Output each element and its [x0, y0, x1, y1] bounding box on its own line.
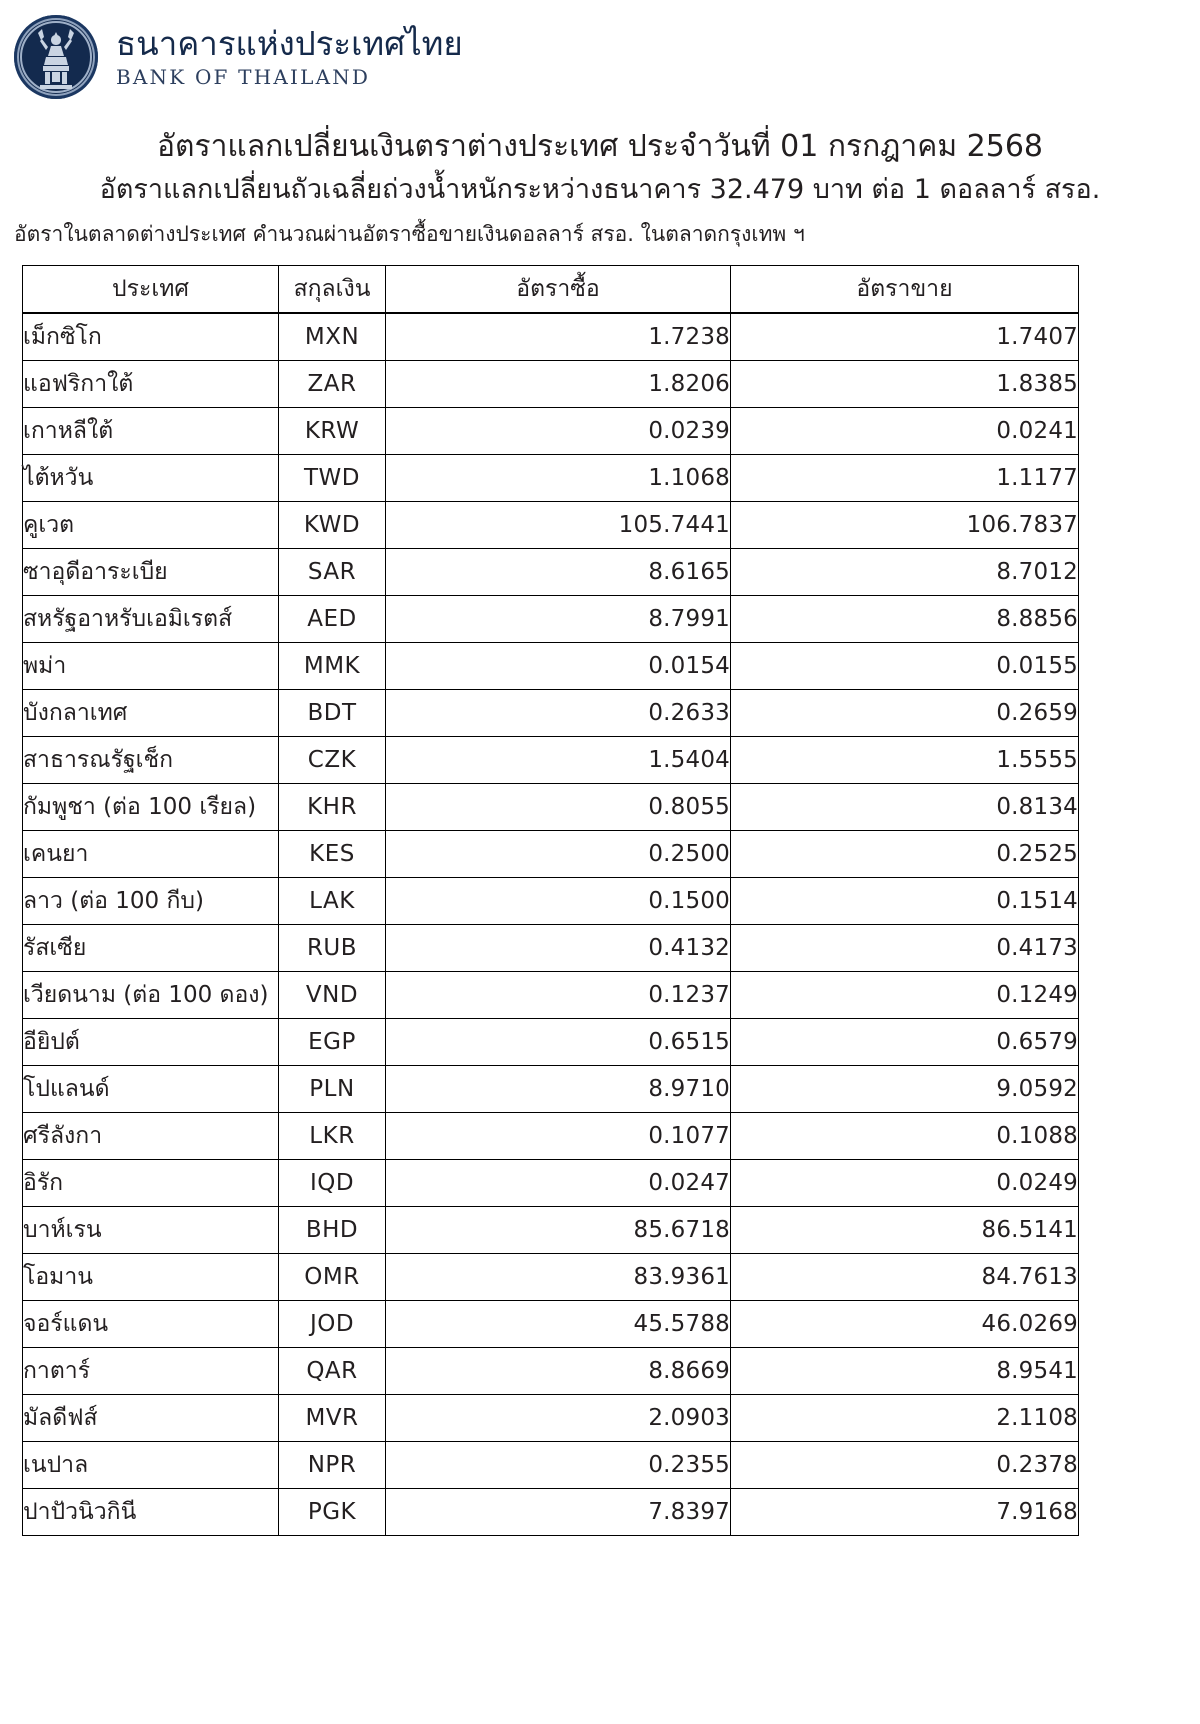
cell-country: ไต้หวัน — [23, 454, 279, 501]
cell-buying-rate: 105.7441 — [386, 501, 731, 548]
cell-selling-rate: 106.7837 — [731, 501, 1079, 548]
cell-selling-rate: 7.9168 — [731, 1488, 1079, 1535]
org-name-thai: ธนาคารแห่งประเทศไทย — [116, 24, 463, 63]
cell-selling-rate: 8.9541 — [731, 1347, 1079, 1394]
cell-selling-rate: 0.4173 — [731, 924, 1079, 971]
cell-country: อิรัก — [23, 1159, 279, 1206]
cell-currency-code: MVR — [279, 1394, 386, 1441]
cell-currency-code: BHD — [279, 1206, 386, 1253]
cell-buying-rate: 8.6165 — [386, 548, 731, 595]
cell-country: บาห์เรน — [23, 1206, 279, 1253]
cell-buying-rate: 7.8397 — [386, 1488, 731, 1535]
cell-buying-rate: 0.4132 — [386, 924, 731, 971]
table-row — [23, 1065, 1079, 1112]
cell-selling-rate: 0.8134 — [731, 783, 1079, 830]
cell-selling-rate: 0.0241 — [731, 407, 1079, 454]
cell-currency-code: KRW — [279, 407, 386, 454]
table-row — [23, 1300, 1079, 1347]
cell-buying-rate: 83.9361 — [386, 1253, 731, 1300]
table-row — [23, 877, 1079, 924]
cell-country: เคนยา — [23, 830, 279, 877]
table-row — [23, 313, 1079, 360]
cell-selling-rate: 0.0155 — [731, 642, 1079, 689]
cell-buying-rate: 1.7238 — [386, 313, 731, 360]
cell-country: เนปาล — [23, 1441, 279, 1488]
cell-buying-rate: 1.8206 — [386, 360, 731, 407]
table-row — [23, 1112, 1079, 1159]
cell-currency-code: KES — [279, 830, 386, 877]
cell-country: โปแลนด์ — [23, 1065, 279, 1112]
cell-selling-rate: 9.0592 — [731, 1065, 1079, 1112]
cell-currency-code: JOD — [279, 1300, 386, 1347]
cell-country: กาตาร์ — [23, 1347, 279, 1394]
cell-buying-rate: 0.1500 — [386, 877, 731, 924]
page-subtitle: อัตราแลกเปลี่ยนถัวเฉลี่ยถ่วงน้ำหนักระหว่างธนาคาร 32.479 บาท ต่อ 1 ดอลลาร์ สรอ. — [99, 174, 1101, 206]
cell-buying-rate: 85.6718 — [386, 1206, 731, 1253]
table-row — [23, 1347, 1079, 1394]
cell-currency-code: KWD — [279, 501, 386, 548]
table-row — [23, 642, 1079, 689]
cell-country: บังกลาเทศ — [23, 689, 279, 736]
cell-country: เกาหลีใต้ — [23, 407, 279, 454]
cell-buying-rate: 0.6515 — [386, 1018, 731, 1065]
cell-currency-code: ZAR — [279, 360, 386, 407]
cell-buying-rate: 45.5788 — [386, 1300, 731, 1347]
cell-currency-code: LKR — [279, 1112, 386, 1159]
cell-selling-rate: 0.1514 — [731, 877, 1079, 924]
table-row — [23, 1441, 1079, 1488]
exchange-rate-table — [22, 265, 1079, 1536]
seal-deity-figure — [33, 27, 79, 91]
cell-currency-code: QAR — [279, 1347, 386, 1394]
cell-buying-rate: 2.0903 — [386, 1394, 731, 1441]
cell-buying-rate: 0.1077 — [386, 1112, 731, 1159]
table-row — [23, 736, 1079, 783]
table-row — [23, 360, 1079, 407]
table-header-row — [23, 265, 1079, 313]
cell-selling-rate: 86.5141 — [731, 1206, 1079, 1253]
cell-selling-rate: 0.2378 — [731, 1441, 1079, 1488]
cell-currency-code: PGK — [279, 1488, 386, 1535]
bot-seal-icon — [14, 15, 98, 99]
cell-currency-code: KHR — [279, 783, 386, 830]
table-row — [23, 830, 1079, 877]
cell-currency-code: VND — [279, 971, 386, 1018]
cell-buying-rate: 0.0154 — [386, 642, 731, 689]
cell-currency-code: RUB — [279, 924, 386, 971]
cell-currency-code: EGP — [279, 1018, 386, 1065]
cell-country: อียิปต์ — [23, 1018, 279, 1065]
cell-country: รัสเซีย — [23, 924, 279, 971]
cell-selling-rate: 0.6579 — [731, 1018, 1079, 1065]
table-row — [23, 1206, 1079, 1253]
cell-buying-rate: 0.0239 — [386, 407, 731, 454]
table-body — [23, 313, 1079, 1535]
cell-selling-rate: 1.1177 — [731, 454, 1079, 501]
cell-buying-rate: 0.2355 — [386, 1441, 731, 1488]
cell-country: ลาว (ต่อ 100 กีบ) — [23, 877, 279, 924]
cell-country: ซาอุดีอาระเบีย — [23, 548, 279, 595]
page-title: อัตราแลกเปลี่ยนเงินตราต่างประเทศ ประจำวันที่ 01 กรกฎาคม 2568 — [156, 129, 1044, 164]
table-row — [23, 1394, 1079, 1441]
cell-selling-rate: 0.2659 — [731, 689, 1079, 736]
cell-country: สาธารณรัฐเช็ก — [23, 736, 279, 783]
table-row — [23, 1018, 1079, 1065]
cell-country: จอร์แดน — [23, 1300, 279, 1347]
cell-country: ศรีลังกา — [23, 1112, 279, 1159]
cell-buying-rate: 1.5404 — [386, 736, 731, 783]
table-header — [23, 265, 1079, 313]
table-row — [23, 548, 1079, 595]
cell-selling-rate: 1.5555 — [731, 736, 1079, 783]
table-row — [23, 407, 1079, 454]
cell-currency-code: BDT — [279, 689, 386, 736]
table-row — [23, 971, 1079, 1018]
exchange-rate-table-wrapper — [22, 265, 1078, 1536]
cell-country: มัลดีฟส์ — [23, 1394, 279, 1441]
cell-country: โอมาน — [23, 1253, 279, 1300]
cell-selling-rate: 46.0269 — [731, 1300, 1079, 1347]
cell-selling-rate: 0.2525 — [731, 830, 1079, 877]
table-row — [23, 1159, 1079, 1206]
cell-buying-rate: 0.0247 — [386, 1159, 731, 1206]
title-block — [0, 128, 1200, 249]
column-header-buying-rate: อัตราซื้อ — [386, 265, 731, 313]
table-row — [23, 924, 1079, 971]
column-header-country: ประเทศ — [23, 265, 279, 313]
table-row — [23, 454, 1079, 501]
cell-currency-code: NPR — [279, 1441, 386, 1488]
cell-currency-code: LAK — [279, 877, 386, 924]
table-row — [23, 783, 1079, 830]
cell-country: พม่า — [23, 642, 279, 689]
table-row — [23, 501, 1079, 548]
cell-selling-rate: 1.8385 — [731, 360, 1079, 407]
table-row — [23, 595, 1079, 642]
cell-buying-rate: 8.7991 — [386, 595, 731, 642]
cell-country: แอฟริกาใต้ — [23, 360, 279, 407]
cell-selling-rate: 84.7613 — [731, 1253, 1079, 1300]
brand-text — [116, 24, 463, 89]
column-header-currency: สกุลเงิน — [279, 265, 386, 313]
cell-buying-rate: 1.1068 — [386, 454, 731, 501]
cell-currency-code: CZK — [279, 736, 386, 783]
table-row — [23, 1253, 1079, 1300]
cell-buying-rate: 0.2500 — [386, 830, 731, 877]
cell-country: เม็กซิโก — [23, 313, 279, 360]
cell-country: เวียดนาม (ต่อ 100 ดอง) — [23, 971, 279, 1018]
cell-currency-code: AED — [279, 595, 386, 642]
cell-currency-code: SAR — [279, 548, 386, 595]
column-header-selling-rate: อัตราขาย — [731, 265, 1079, 313]
cell-buying-rate: 8.9710 — [386, 1065, 731, 1112]
cell-buying-rate: 0.1237 — [386, 971, 731, 1018]
cell-currency-code: MXN — [279, 313, 386, 360]
page-note: อัตราในตลาดต่างประเทศ คำนวณผ่านอัตราซื้อขายเงินดอลลาร์ สรอ. ในตลาดกรุงเทพ ฯ — [14, 222, 805, 247]
cell-currency-code: PLN — [279, 1065, 386, 1112]
cell-buying-rate: 8.8669 — [386, 1347, 731, 1394]
cell-currency-code: TWD — [279, 454, 386, 501]
cell-selling-rate: 0.0249 — [731, 1159, 1079, 1206]
cell-selling-rate: 8.7012 — [731, 548, 1079, 595]
org-name-english: BANK OF THAILAND — [116, 65, 371, 89]
cell-selling-rate: 0.1088 — [731, 1112, 1079, 1159]
cell-country: กัมพูชา (ต่อ 100 เรียล) — [23, 783, 279, 830]
page-header — [0, 0, 1200, 104]
cell-selling-rate: 8.8856 — [731, 595, 1079, 642]
table-row — [23, 1488, 1079, 1535]
cell-currency-code: OMR — [279, 1253, 386, 1300]
cell-buying-rate: 0.8055 — [386, 783, 731, 830]
cell-selling-rate: 2.1108 — [731, 1394, 1079, 1441]
cell-currency-code: MMK — [279, 642, 386, 689]
cell-country: คูเวต — [23, 501, 279, 548]
cell-country: สหรัฐอาหรับเอมิเรตส์ — [23, 595, 279, 642]
table-row — [23, 689, 1079, 736]
cell-selling-rate: 1.7407 — [731, 313, 1079, 360]
cell-buying-rate: 0.2633 — [386, 689, 731, 736]
cell-country: ปาปัวนิวกินี — [23, 1488, 279, 1535]
cell-selling-rate: 0.1249 — [731, 971, 1079, 1018]
cell-currency-code: IQD — [279, 1159, 386, 1206]
